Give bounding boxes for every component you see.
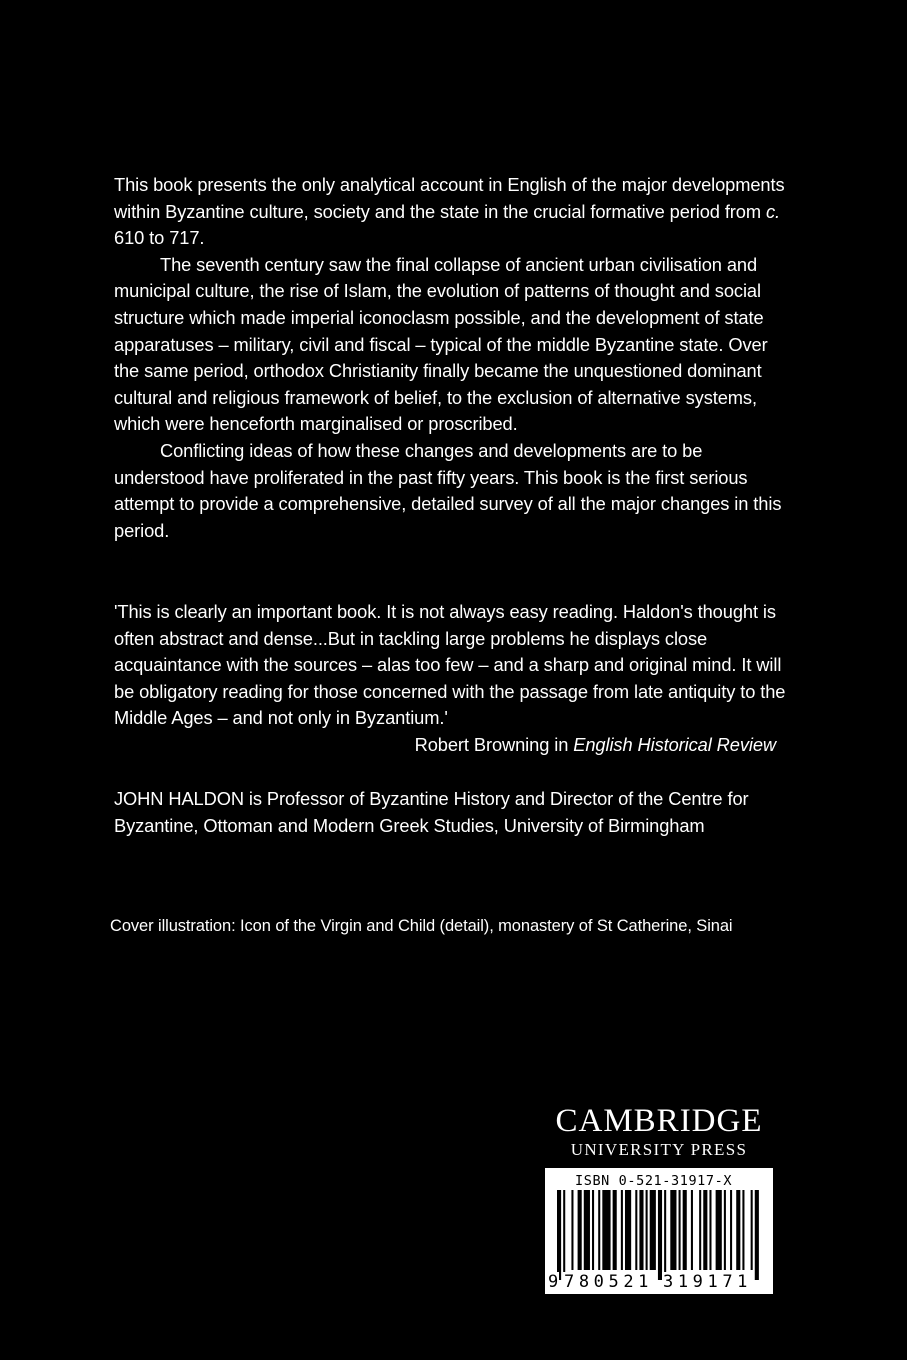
review-source: English Historical Review — [573, 733, 776, 755]
blurb-paragraph-2: The seventh century saw the final collapse of ancient urban civilisation and municipal culture, the rise of Islam, the evolution of patterns of thought and social structure which made imperial iconoclasm possible, and the development of state apparatuses – military, civil and fiscal – typical of the middle Byzantine state. Over the same period, orthodox Christianity finally became the unquestioned dominant cultural and religious framework of belief, to the exclusion of alternative systems, which were henceforth marginalised or proscribed. — [114, 253, 768, 435]
author-bio — [114, 786, 794, 839]
blurb-text: This book presents the only analytical account in English of the major developments within Byzantine culture, society and the state in the crucial formative period from — [114, 174, 785, 222]
review-quote — [114, 599, 794, 759]
publisher-logo — [540, 1102, 778, 1160]
circa-abbrev: c. — [765, 200, 781, 222]
barcode-bar — [602, 1190, 610, 1270]
barcode-bar — [621, 1190, 623, 1270]
barcode-bar — [635, 1190, 637, 1270]
barcode-bar — [639, 1190, 643, 1270]
barcode-bar — [563, 1190, 565, 1280]
reviewer: Robert Browning in — [414, 733, 574, 755]
barcode-bar — [625, 1190, 631, 1270]
barcode-bar — [571, 1190, 573, 1270]
review-text — [114, 599, 794, 755]
barcode-bar — [683, 1190, 687, 1270]
barcode-bar — [730, 1190, 732, 1270]
barcode-bar — [716, 1190, 722, 1270]
cover-credit-text: Cover illustration: Icon of the Virgin and Child (detail), monastery of St Catherine, Sinai — [110, 917, 733, 935]
publisher-name: CAMBRIDGE — [555, 1103, 763, 1139]
barcode-bar — [613, 1190, 617, 1270]
ean-digits — [545, 1272, 773, 1294]
blurb-text: 610 to 717. — [114, 227, 205, 249]
barcode-bar — [751, 1190, 753, 1270]
blurb-paragraph-3: Conflicting ideas of how these changes and developments are to be understood have proliferated in the past fifty years. This book is the first serious attempt to provide a comprehensive, detailed survey of all the major changes in this period. — [114, 439, 782, 541]
barcode-bar — [557, 1190, 561, 1280]
review-attribution — [415, 732, 776, 759]
quote-text: 'This is clearly an important book. It is not always easy reading. Haldon's thought is often abstract and dense...But in tackling large problems he displays close acquaintance with the sources – alas too few – and a sharp and original mind. It will be obligatory reading for those concerned with the passage from late antiquity to the Middle Ages – and not only in Byzantium.' — [114, 601, 786, 729]
cover-illustration-credit — [110, 913, 800, 939]
barcode-bar — [755, 1190, 759, 1280]
barcode-icon — [557, 1190, 763, 1280]
barcode-bar — [691, 1190, 693, 1270]
author-bio-text: JOHN HALDON is Professor of Byzantine History and Director of the Centre for Byzantine, Ottoman and Modern Greek Studies, University of Birmingham — [114, 788, 749, 836]
barcode-bar — [664, 1190, 666, 1280]
barcode-bar — [584, 1190, 590, 1270]
ean-first-digit: 9 — [548, 1272, 559, 1292]
barcode-bar — [699, 1190, 701, 1270]
barcode-panel — [545, 1168, 773, 1294]
barcode-bar — [598, 1190, 600, 1270]
barcode-bar — [658, 1190, 662, 1280]
ean-right-group: 319171 — [663, 1272, 753, 1292]
isbn-number: ISBN 0-521-31917-X — [575, 1173, 733, 1189]
barcode-bar — [703, 1190, 707, 1270]
barcode-bar — [724, 1190, 726, 1270]
barcode-bar — [709, 1190, 711, 1270]
barcode-bar — [736, 1190, 740, 1270]
barcode-bar — [578, 1190, 582, 1270]
barcode-bar — [742, 1190, 744, 1270]
barcode-bar — [592, 1190, 594, 1270]
barcode-bar — [670, 1190, 676, 1270]
barcode-bar — [679, 1190, 681, 1270]
publisher-subtitle: UNIVERSITY PRESS — [570, 1140, 748, 1159]
blurb — [114, 172, 794, 544]
barcode-bar — [646, 1190, 648, 1270]
ean-left-group: 780521 — [564, 1272, 654, 1292]
blurb-paragraph-1 — [114, 172, 794, 252]
barcode-bar — [650, 1190, 656, 1270]
